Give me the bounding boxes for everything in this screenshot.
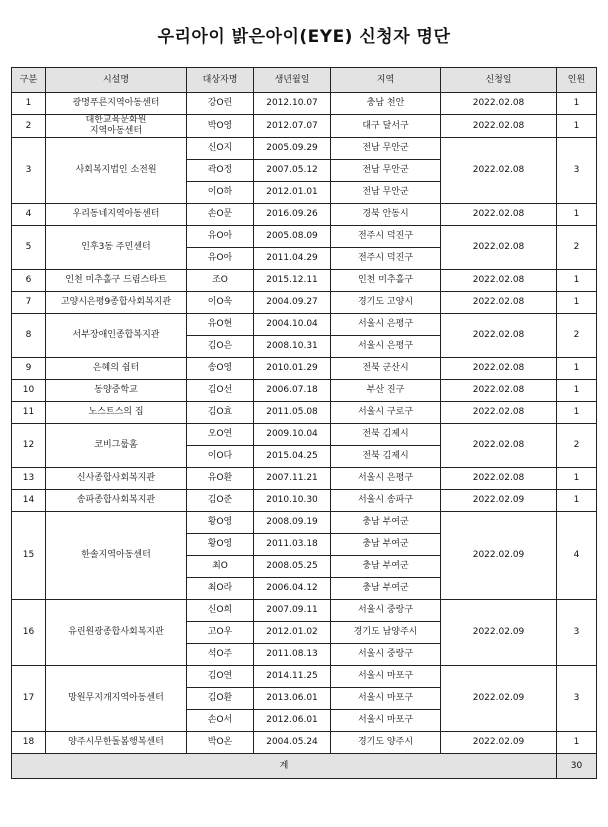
facility-name: 은혜의 쉼터 [46,358,187,380]
facility-name: 인후3동 주민센터 [46,226,187,270]
application-date: 2022.02.08 [441,380,557,402]
applicant-name: 김O은 [187,336,254,358]
region: 서울시 마포구 [331,710,441,732]
headcount: 2 [557,314,597,358]
facility-name: 한솔지역아동센터 [46,512,187,600]
table-row [12,226,597,248]
region: 서울시 중랑구 [331,600,441,622]
table-row [12,93,597,115]
region: 전주시 덕진구 [331,226,441,248]
application-date: 2022.02.08 [441,93,557,115]
application-date: 2022.02.09 [441,666,557,732]
region: 서울시 은평구 [331,468,441,490]
birth-date: 2010.10.30 [254,490,331,512]
row-number: 17 [12,666,46,732]
facility-name: 노스트스의 집 [46,402,187,424]
birth-date: 2007.09.11 [254,600,331,622]
application-date: 2022.02.08 [441,424,557,468]
table-row [12,270,597,292]
applicant-name: 신O희 [187,600,254,622]
birth-date: 2015.12.11 [254,270,331,292]
facility-name: 대한교육문화원 지역아동센터 [46,115,187,138]
applicant-name: 곽O정 [187,160,254,182]
region: 서울시 마포구 [331,666,441,688]
headcount: 2 [557,424,597,468]
region: 서울시 은평구 [331,314,441,336]
applicant-name: 고O우 [187,622,254,644]
facility-name: 송파종합사회복지관 [46,490,187,512]
region: 충남 부여군 [331,556,441,578]
headcount: 3 [557,138,597,204]
region: 인천 미추홀구 [331,270,441,292]
header-birth: 생년월일 [254,68,331,93]
region: 경기도 남양주시 [331,622,441,644]
table-row [12,204,597,226]
facility-name: 동양중학교 [46,380,187,402]
region: 경기도 고양시 [331,292,441,314]
region: 부산 진구 [331,380,441,402]
birth-date: 2013.06.01 [254,688,331,710]
applicant-name: 강O린 [187,93,254,115]
application-date: 2022.02.08 [441,226,557,270]
header-count: 인원 [557,68,597,93]
facility-name: 신사종합사회복지관 [46,468,187,490]
table-row [12,732,597,754]
row-number: 15 [12,512,46,600]
facility-name: 인천 미추홀구 드림스타트 [46,270,187,292]
headcount: 1 [557,358,597,380]
facility-name: 양주시무한돌봄행복센터 [46,732,187,754]
row-number: 18 [12,732,46,754]
birth-date: 2009.10.04 [254,424,331,446]
row-number: 3 [12,138,46,204]
row-number: 16 [12,600,46,666]
region: 서울시 구로구 [331,402,441,424]
headcount: 1 [557,292,597,314]
application-date: 2022.02.08 [441,468,557,490]
table-row [12,402,597,424]
region: 충남 부여군 [331,578,441,600]
region: 충남 천안 [331,93,441,115]
birth-date: 2012.07.07 [254,115,331,138]
facility-name: 사회복지법인 소전원 [46,138,187,204]
application-date: 2022.02.08 [441,314,557,358]
birth-date: 2012.01.01 [254,182,331,204]
row-number: 8 [12,314,46,358]
headcount: 2 [557,226,597,270]
applicant-name: 손O서 [187,710,254,732]
applicant-name: 오O연 [187,424,254,446]
birth-date: 2011.05.08 [254,402,331,424]
table-row [12,138,597,160]
application-date: 2022.02.08 [441,292,557,314]
headcount: 1 [557,204,597,226]
applicant-name: 유O아 [187,226,254,248]
birth-date: 2014.11.25 [254,666,331,688]
birth-date: 2012.10.07 [254,93,331,115]
header-name: 대상자명 [187,68,254,93]
applicant-name: 이O하 [187,182,254,204]
applicant-name: 손O문 [187,204,254,226]
region: 전남 무안군 [331,138,441,160]
birth-date: 2008.05.25 [254,556,331,578]
applicant-name: 황O영 [187,534,254,556]
headcount: 1 [557,490,597,512]
row-number: 6 [12,270,46,292]
table-row [12,424,597,446]
row-number: 5 [12,226,46,270]
applicant-name: 최O라 [187,578,254,600]
applicant-name: 이O욱 [187,292,254,314]
applicant-name: 유O현 [187,314,254,336]
birth-date: 2015.04.25 [254,446,331,468]
application-date: 2022.02.09 [441,490,557,512]
birth-date: 2007.11.21 [254,468,331,490]
application-date: 2022.02.09 [441,732,557,754]
facility-name: 망원무지개지역아동센터 [46,666,187,732]
applicant-name: 김O효 [187,402,254,424]
application-date: 2022.02.09 [441,600,557,666]
facility-name: 코비그룹홈 [46,424,187,468]
birth-date: 2012.01.02 [254,622,331,644]
table-row [12,358,597,380]
total-row [12,754,597,779]
header-facility: 시설명 [46,68,187,93]
table-row [12,490,597,512]
region: 전남 무안군 [331,160,441,182]
header-region: 지역 [331,68,441,93]
row-number: 2 [12,115,46,138]
birth-date: 2007.05.12 [254,160,331,182]
birth-date: 2008.09.19 [254,512,331,534]
application-date: 2022.02.08 [441,358,557,380]
birth-date: 2016.09.26 [254,204,331,226]
headcount: 1 [557,402,597,424]
region: 서울시 송파구 [331,490,441,512]
region: 전남 무안군 [331,182,441,204]
row-number: 13 [12,468,46,490]
applicant-name: 김O환 [187,688,254,710]
birth-date: 2004.10.04 [254,314,331,336]
headcount: 3 [557,666,597,732]
applicant-name: 박O영 [187,115,254,138]
table-row [12,600,597,622]
birth-date: 2011.03.18 [254,534,331,556]
headcount: 1 [557,115,597,138]
birth-date: 2008.10.31 [254,336,331,358]
row-number: 1 [12,93,46,115]
row-number: 12 [12,424,46,468]
headcount: 1 [557,732,597,754]
headcount: 1 [557,468,597,490]
header-no: 구분 [12,68,46,93]
region: 전북 군산시 [331,358,441,380]
application-date: 2022.02.08 [441,138,557,204]
region: 충남 부여군 [331,512,441,534]
facility-name: 고양시은평9종합사회복지관 [46,292,187,314]
applicant-name: 최O [187,556,254,578]
row-number: 9 [12,358,46,380]
applicant-name: 유O아 [187,248,254,270]
birth-date: 2006.07.18 [254,380,331,402]
applicant-name: 이O다 [187,446,254,468]
birth-date: 2005.09.29 [254,138,331,160]
region: 경북 안동시 [331,204,441,226]
applicant-name: 신O지 [187,138,254,160]
facility-name: 우리동네지역아동센터 [46,204,187,226]
applicant-name: 황O영 [187,512,254,534]
application-date: 2022.02.09 [441,512,557,600]
facility-name: 광명푸른지역아동센터 [46,93,187,115]
row-number: 10 [12,380,46,402]
total-label: 계 [12,754,557,779]
application-date: 2022.02.08 [441,270,557,292]
header-row [12,68,597,93]
headcount: 1 [557,93,597,115]
birth-date: 2005.08.09 [254,226,331,248]
applicant-name: 송O영 [187,358,254,380]
region: 전주시 덕진구 [331,248,441,270]
birth-date: 2010.01.29 [254,358,331,380]
region: 전북 김제시 [331,446,441,468]
region: 서울시 은평구 [331,336,441,358]
row-number: 11 [12,402,46,424]
applicant-name: 유O환 [187,468,254,490]
headcount: 1 [557,270,597,292]
region: 서울시 중랑구 [331,644,441,666]
facility-name: 서부장애인종합복지관 [46,314,187,358]
table-row [12,115,597,138]
page-title: 우리아이 밝은아이(EYE) 신청자 명단 [157,27,451,47]
table-row [12,292,597,314]
applicant-table [11,67,597,779]
birth-date: 2004.09.27 [254,292,331,314]
headcount: 3 [557,600,597,666]
table-row [12,512,597,534]
table-row [12,314,597,336]
table-row [12,468,597,490]
region: 전북 김제시 [331,424,441,446]
total-count: 30 [557,754,597,779]
region: 경기도 양주시 [331,732,441,754]
table-row [12,380,597,402]
applicant-name: 김O선 [187,380,254,402]
applicant-name: 김O연 [187,666,254,688]
header-date: 신청일 [441,68,557,93]
applicant-name: 김O준 [187,490,254,512]
row-number: 14 [12,490,46,512]
table-body [12,93,597,754]
applicant-name: 석O주 [187,644,254,666]
row-number: 4 [12,204,46,226]
birth-date: 2011.08.13 [254,644,331,666]
birth-date: 2012.06.01 [254,710,331,732]
facility-name: 유린원광종합사회복지관 [46,600,187,666]
headcount: 4 [557,512,597,600]
region: 서울시 마포구 [331,688,441,710]
region: 대구 달서구 [331,115,441,138]
birth-date: 2011.04.29 [254,248,331,270]
application-date: 2022.02.08 [441,115,557,138]
applicant-name: 박O온 [187,732,254,754]
application-date: 2022.02.08 [441,402,557,424]
headcount: 1 [557,380,597,402]
row-number: 7 [12,292,46,314]
table-row [12,666,597,688]
application-date: 2022.02.08 [441,204,557,226]
birth-date: 2006.04.12 [254,578,331,600]
applicant-name: 조O [187,270,254,292]
region: 충남 부여군 [331,534,441,556]
birth-date: 2004.05.24 [254,732,331,754]
